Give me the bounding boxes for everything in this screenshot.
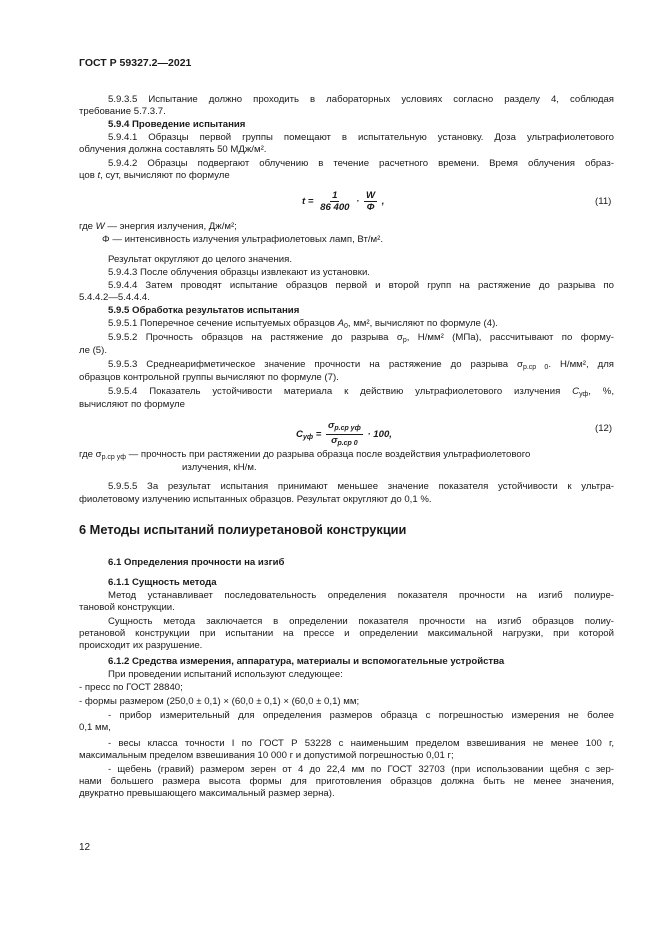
paragraph-line: образцов контрольной группы вычисляют по формуле (7). <box>79 372 339 383</box>
page-number: 12 <box>79 842 91 853</box>
formula-11: t = $\frac{1}{86 400}$ · $\frac{W}{\Phi}$ , <box>302 190 385 213</box>
paragraph-line: требование 5.7.3.7. <box>79 106 166 117</box>
paragraph-line: цов t, сут, вычисляют по формуле <box>79 170 230 181</box>
equation-number: (12) <box>595 423 613 434</box>
subsection-heading: 6.1 Определения прочности на изгиб <box>108 557 285 568</box>
equation-number: (11) <box>595 196 612 207</box>
where-clause: излучения, кН/м. <box>182 462 257 473</box>
list-item: - пресс по ГОСТ 28840; <box>79 682 183 693</box>
list-item: двукратно превышающего максимальный размер зерна). <box>79 788 335 799</box>
document-header: ГОСТ Р 59327.2—2021 <box>79 57 192 69</box>
list-item: - весы класса точности I по ГОСТ Р 53228 с наименьшим пределом взвешивания не менее 100 г, <box>108 738 614 749</box>
section-heading: 6 Методы испытаний полиуретановой конструкции <box>79 522 407 537</box>
list-item: - формы размером (250,0 ± 0,1) × (60,0 ± 0,1) × (60,0 ± 0,1) мм; <box>79 696 360 707</box>
paragraph-line: При проведении испытаний используют следующее: <box>108 669 343 680</box>
paragraph-line: 5.9.4.1 Образцы первой группы помещают в испытательную установку. Доза ультрафиолетового <box>108 132 614 143</box>
where-clause: где W — энергия излучения, Дж/м²; <box>79 221 237 232</box>
paragraph-line: 5.9.4.3 После облучения образцы извлекают из установки. <box>108 267 370 278</box>
paragraph-line: 5.9.5.3 Среднеарифметическое значение прочности на растяжение до разрыва $\sigma_{р.ср 0}$. Н/мм², для <box>108 359 614 371</box>
paragraph-line: 5.9.3.5 Испытание должно проходить в лабораторных условиях согласно разделу 4, соблюдая <box>108 94 614 105</box>
paragraph-line: 5.9.5.5 За результат испытания принимают меньшее значение показателя устойчивости к ультра- <box>108 481 614 492</box>
subsection-heading: 6.1.2 Средства измерения, аппаратура, материалы и вспомогательные устройства <box>108 656 505 667</box>
paragraph-line: вычисляют по формуле <box>79 399 185 410</box>
subsection-heading: 5.9.5 Обработка результатов испытания <box>108 305 300 316</box>
paragraph-line: Результат округляют до целого значения. <box>108 254 292 265</box>
paragraph-line: облучения должна составлять 50 МДж/м². <box>79 144 267 155</box>
paragraph-line: 5.4.4.2—5.4.4.4. <box>79 292 150 303</box>
subsection-heading: 5.9.4 Проведение испытания <box>108 119 246 130</box>
where-clause: где $\sigma_{р.ср уф}$ — прочность при растяжении до разрыва образца после воздействия ультрафиолетового <box>79 449 531 461</box>
list-item: - щебень (гравий) размером зерен от 4 до 22,4 мм по ГОСТ 32703 (при использовании щебня с зер- <box>108 764 614 775</box>
paragraph-line: 5.9.4.4 Затем проводят испытание образцов первой и второй групп на растяжение до разрыва по <box>108 280 614 291</box>
paragraph-line: 5.9.4.2 Образцы подвергают облучению в течение расчетного времени. Время облучения образ- <box>108 158 614 169</box>
paragraph-line: 5.9.5.4 Показатель устойчивости материала к действию ультрафиолетового излучения $C_{уф}$, %, <box>108 386 615 398</box>
subsection-heading: 6.1.1 Сущность метода <box>108 577 217 588</box>
paragraph-line: 5.9.5.2 Прочность образцов на растяжение до разрыва $\sigma_р$, Н/мм² (МПа), рассчитывают по форму- <box>108 332 614 344</box>
paragraph-line: тановой конструкции. <box>79 602 175 613</box>
paragraph-line: 5.9.5.1 Поперечное сечение испытуемых образцов $A_0$, мм², вычисляют по формуле (4). <box>108 318 498 330</box>
paragraph-line: фиолетовому излучению испытанных образцов. Результат округляют до 0,1 %. <box>79 494 432 505</box>
paragraph-line: Метод устанавливает последовательность определения показателя прочности на изгиб полиуре- <box>108 590 614 601</box>
paragraph-line: ле (5). <box>79 345 107 356</box>
list-item: - прибор измерительный для определения размеров образца с погрешностью измерения не более <box>108 710 614 721</box>
paragraph-line: происходит их разрушение. <box>79 640 203 651</box>
list-item: 0,1 мм, <box>79 722 111 733</box>
list-item: максимальным пределом взвешивания 10 000 г и допустимой погрешностью 0,01 г; <box>79 750 454 761</box>
formula-12: $C_{уф}$ = $\frac{\sigma_{р.ср уф}}{\sigma_{р.ср 0}}$ · 100, <box>296 420 392 447</box>
paragraph-line: Сущность метода заключается в определении показателя прочности на изгиб образцов полиу- <box>108 616 614 627</box>
where-clause: Φ — интенсивность излучения ультрафиолетовых ламп, Вт/м². <box>102 234 384 245</box>
list-item: нами большего размера высота формы для приготовления образцов должна быть не менее значения, <box>79 776 614 787</box>
paragraph-line: ретановой конструкции при испытании на прессе и определении максимальной нагрузки, при которой <box>79 628 614 639</box>
